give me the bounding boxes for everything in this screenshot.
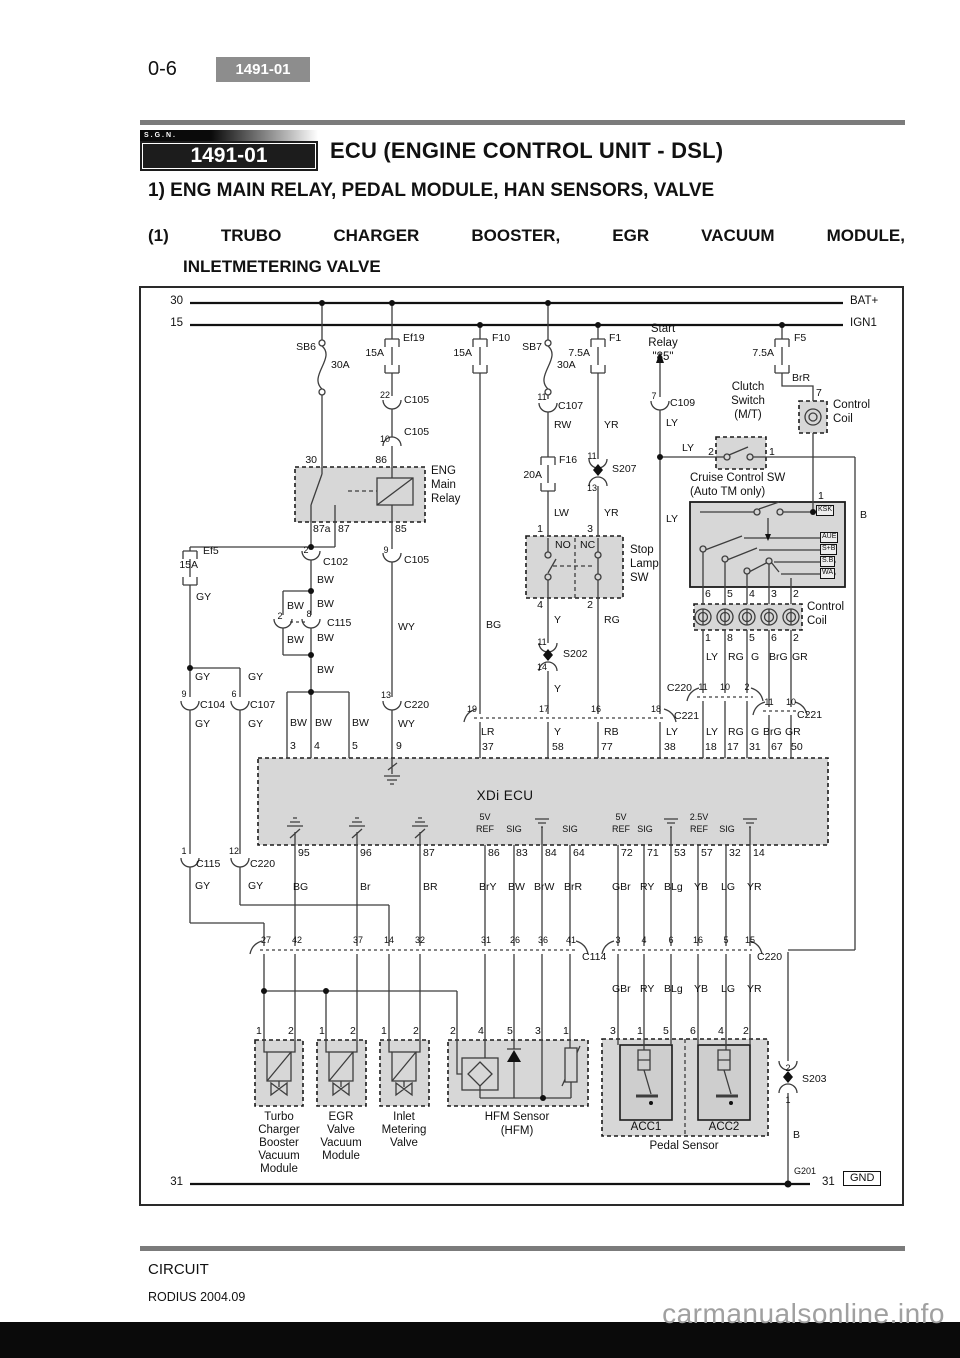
diagram-label: BW xyxy=(317,574,334,586)
acc1-label: ACC1 xyxy=(630,1121,662,1133)
diagram-label: 18 xyxy=(705,741,717,753)
diagram-label: 1 xyxy=(563,1025,569,1037)
diagram-label: BW xyxy=(317,632,334,644)
diagram-label: 14 xyxy=(753,847,765,859)
diagram-label: C107 xyxy=(558,400,584,412)
diagram-label: BG xyxy=(486,619,502,631)
diagram-label: LY xyxy=(682,442,695,454)
diagram-label: 53 xyxy=(674,847,686,859)
heading-2-line2: INLETMETERING VALVE xyxy=(183,257,381,276)
diagram-label: 2 xyxy=(708,446,714,458)
diagram-label: C220 xyxy=(666,682,692,694)
diagram-label: Vacuum xyxy=(258,1150,300,1162)
diagram-label: REF xyxy=(690,824,708,834)
diagram-label: 15A xyxy=(365,347,384,359)
diagram-label: GBr xyxy=(612,983,631,995)
diagram-label: 38 xyxy=(664,741,676,753)
diagram-label: 86 xyxy=(375,454,387,466)
diagram-label: SW xyxy=(630,572,649,584)
bus-30-label: 30 xyxy=(170,295,183,307)
diagram-label: F5 xyxy=(794,332,807,344)
diagram-label: 12 xyxy=(228,846,240,856)
heading-2-line1: (1) TRUBO CHARGER BOOSTER, EGR VACUUM MODULE, xyxy=(148,226,905,245)
diagram-label: 3 xyxy=(290,740,296,752)
diagram-label: LW xyxy=(554,507,569,519)
stop-lamp-sw-label: Stop xyxy=(630,544,654,556)
diagram-label: SB6 xyxy=(296,341,316,353)
diagram-label: Charger xyxy=(258,1124,300,1136)
diagram-label: BG xyxy=(293,881,309,893)
diagram-label: C115 xyxy=(196,858,221,870)
diagram-label: GY xyxy=(195,718,211,730)
diagram-label: Valve xyxy=(390,1137,418,1149)
diagram-label: 1 xyxy=(319,1025,325,1037)
diagram-label: 10 xyxy=(379,434,391,444)
bus-15-label: 15 xyxy=(170,317,183,329)
control-coil-label: Control xyxy=(807,601,845,613)
diagram-label: RG xyxy=(728,726,744,738)
diagram-label: GY xyxy=(195,671,211,683)
aue-tag: AUE xyxy=(820,532,838,543)
diagram-label: 5V xyxy=(615,812,627,822)
diagram-label: 16 xyxy=(692,935,704,945)
diagram-label: RB xyxy=(604,726,619,738)
diagram-label: 3 xyxy=(771,588,777,600)
diagram-label: 7.5A xyxy=(752,347,774,359)
diagram-label: 3 xyxy=(587,523,593,535)
diagram-label: 36 xyxy=(537,935,549,945)
diagram-label: Br xyxy=(360,881,371,893)
diagram-label: GBr xyxy=(612,881,631,893)
diagram-label: 9 xyxy=(181,689,187,699)
diagram-label: BrY xyxy=(479,881,497,893)
diagram-label: 2 xyxy=(744,682,750,692)
diagram-label: 11 xyxy=(537,392,547,402)
heading-1: 1) ENG MAIN RELAY, PEDAL MODULE, HAN SENSORS, VALVE xyxy=(148,180,715,201)
bat-plus-label: BAT+ xyxy=(850,295,879,307)
diagram-label: G xyxy=(751,726,760,738)
diagram-label: GY xyxy=(195,880,211,892)
diagram-label: Valve xyxy=(327,1124,355,1136)
footer-model: RODIUS 2004.09 xyxy=(148,1290,246,1304)
diagram-label: NC xyxy=(580,539,596,551)
diagram-label: Ef5 xyxy=(203,545,219,557)
diagram-label: C109 xyxy=(670,397,696,409)
diagram-label: GY xyxy=(248,671,264,683)
diagram-label: 87 xyxy=(423,847,435,859)
diagram-label: GR xyxy=(792,651,808,663)
hfm-sensor-label: HFM Sensor xyxy=(484,1111,550,1123)
diagram-label: 5 xyxy=(749,632,755,644)
diagram-label: 4 xyxy=(537,599,543,611)
diagram-label: 27 xyxy=(260,935,272,945)
diagram-label: 4 xyxy=(718,1025,724,1037)
diagram-label: B xyxy=(793,1129,801,1141)
splice-s203-label: S203 xyxy=(802,1073,827,1085)
footer-rule xyxy=(140,1246,905,1251)
diagram-label: 3 xyxy=(615,935,621,945)
diagram-label: 2 xyxy=(288,1025,294,1037)
diagram-label: 72 xyxy=(621,847,633,859)
acc2-label: ACC2 xyxy=(708,1121,740,1133)
diagram-label: 3 xyxy=(610,1025,616,1037)
diagram-label: Coil xyxy=(807,615,827,627)
diagram-label: BrG xyxy=(763,726,782,738)
diagram-label: Metering xyxy=(381,1124,427,1136)
diagram-label: LY xyxy=(706,651,719,663)
diagram-label: GR xyxy=(785,726,801,738)
diagram-label: F16 xyxy=(559,454,578,466)
diagram-label: 64 xyxy=(573,847,585,859)
diagram-label: YR xyxy=(747,881,762,893)
diagram-label: 5 xyxy=(727,588,733,600)
diagram-label: F10 xyxy=(492,332,511,344)
diagram-label: Y xyxy=(554,726,562,738)
cruise-control-sw-label: Cruise Control SW xyxy=(690,472,786,484)
diagram-label: 87a xyxy=(313,523,331,535)
diagram-label: REF xyxy=(476,824,494,834)
diagram-label: BLg xyxy=(664,983,683,995)
diagram-label: 1 xyxy=(785,1095,791,1105)
section-code-badge: 1491-01 xyxy=(216,57,310,82)
wa-tag: WA xyxy=(820,568,835,579)
connector-c114-label: C114 xyxy=(582,951,607,963)
diagram-label: 2 xyxy=(793,588,799,600)
diagram-label: Module xyxy=(322,1150,360,1162)
diagram-label: LG xyxy=(721,881,736,893)
diagram-label: 17 xyxy=(538,704,550,714)
egr-module-label: EGR xyxy=(328,1111,354,1123)
diagram-label: 2 xyxy=(413,1025,419,1037)
control-coil-top-label: Control xyxy=(833,399,871,411)
diagram-label: 37 xyxy=(352,935,364,945)
diagram-label: 7 xyxy=(651,391,657,401)
diagram-label: BW xyxy=(287,600,304,612)
ksk-tag: KSK xyxy=(816,505,834,516)
diagram-label: 32 xyxy=(729,847,741,859)
diagram-label: 1 xyxy=(705,632,711,644)
diagram-label: YR xyxy=(747,983,762,995)
diagram-label: 3 xyxy=(535,1025,541,1037)
footer-section: CIRCUIT xyxy=(148,1261,209,1278)
diagram-label: C220 xyxy=(250,858,276,870)
diagram-label: 83 xyxy=(516,847,528,859)
diagram-label: 4 xyxy=(314,740,320,752)
diagram-label: 2 xyxy=(450,1025,456,1037)
diagram-label: BrG xyxy=(769,651,788,663)
diagram-label: 85 xyxy=(395,523,407,535)
diagram-label: 8 xyxy=(727,632,733,644)
diagram-label: 37 xyxy=(482,741,494,753)
diagram-label: 2 xyxy=(785,1063,791,1073)
diagram-label: 6 xyxy=(705,588,711,600)
diagram-label: LY xyxy=(706,726,719,738)
diagram-label: 96 xyxy=(360,847,372,859)
diagram-label: 22 xyxy=(379,390,391,400)
diagram-label: Switch xyxy=(731,395,765,407)
diagram-label: BW xyxy=(287,634,304,646)
diagram-label: LY xyxy=(666,417,679,429)
diagram-label: YR xyxy=(604,507,619,519)
diagram-label: NO xyxy=(555,539,571,551)
diagram-label: 4 xyxy=(478,1025,484,1037)
diagram-label: "85" xyxy=(652,351,674,363)
diagram-label: 30 xyxy=(305,454,317,466)
diagram-label: 42 xyxy=(291,935,303,945)
diagram-label: 84 xyxy=(545,847,557,859)
inlet-valve-label: Inlet xyxy=(393,1111,415,1123)
diagram-label: BW xyxy=(508,881,525,893)
diagram-label: SB7 xyxy=(522,341,542,353)
diagram-label: REF xyxy=(612,824,630,834)
diagram-label: Y xyxy=(554,614,562,626)
diagram-label: SIG xyxy=(637,824,653,834)
diagram-label: 1 xyxy=(637,1025,643,1037)
diagram-label: BLg xyxy=(664,881,683,893)
diagram-label: RY xyxy=(640,983,655,995)
diagram-label: 71 xyxy=(647,847,659,859)
diagram-label: 77 xyxy=(601,741,613,753)
diagram-label: C105 xyxy=(404,554,430,566)
diagram-label: 9 xyxy=(383,545,389,555)
diagram-label: C104 xyxy=(200,699,226,711)
diagram-label: (Auto TM only) xyxy=(690,486,766,498)
diagram-label: BW xyxy=(315,717,332,729)
diagram-label: C221 xyxy=(674,710,700,722)
diagram-label: 5 xyxy=(352,740,358,752)
diagram-label: 95 xyxy=(298,847,310,859)
xdi-ecu-label: XDi ECU xyxy=(476,788,534,803)
diagram-label: G xyxy=(751,651,760,663)
diagram-label: C221 xyxy=(797,709,823,721)
connector-c220-label: C220 xyxy=(757,951,783,963)
diagram-label: C107 xyxy=(250,699,276,711)
diagram-label: 10 xyxy=(785,697,797,707)
diagram-label: 15A xyxy=(453,347,472,359)
diagram-label: GY xyxy=(248,718,264,730)
diagram-label: 67 xyxy=(771,741,783,753)
diagram-label: Relay xyxy=(648,337,678,349)
diagram-label: 5 xyxy=(663,1025,669,1037)
diagram-label: 31 xyxy=(822,1176,835,1188)
diagram-label: 41 xyxy=(565,935,577,945)
diagram-label: YR xyxy=(604,419,619,431)
diagram-label: 5 xyxy=(507,1025,513,1037)
diagram-label: Lamp xyxy=(630,558,659,570)
diagram-label: 1 xyxy=(769,446,775,458)
diagram-label: RY xyxy=(640,881,655,893)
ground-g201-label: G201 xyxy=(794,1166,817,1176)
s-b-tag: S.B xyxy=(820,556,835,567)
diagram-label: 57 xyxy=(701,847,713,859)
diagram-label: 9 xyxy=(396,740,402,752)
diagram-label: 15A xyxy=(179,559,198,571)
watermark: carmanualsonline.info xyxy=(662,1298,945,1329)
diagram-label: 11 xyxy=(537,637,547,647)
diagram-label: LR xyxy=(481,726,495,738)
diagram-label: YB xyxy=(694,983,709,995)
diagram-label: 86 xyxy=(488,847,500,859)
diagram-label: SIG xyxy=(719,824,735,834)
diagram-label: 7.5A xyxy=(568,347,590,359)
diagram-label: 16 xyxy=(590,704,602,714)
diagram-label: 10 xyxy=(719,682,731,692)
ign1-label: IGN1 xyxy=(850,317,877,329)
start-relay-label: Start xyxy=(650,323,676,335)
diagram-label: B xyxy=(860,509,868,521)
page-number: 0-6 xyxy=(148,58,177,80)
diagram-label: C220 xyxy=(404,699,430,711)
diagram-label: 31 xyxy=(749,741,761,753)
diagram-label: Booster xyxy=(259,1137,299,1149)
gnd-badge: GND xyxy=(843,1171,881,1186)
diagram-label: 1 xyxy=(181,846,187,856)
diagram-label: 6 xyxy=(231,689,237,699)
diagram-label: 6 xyxy=(771,632,777,644)
diagram-label: 6 xyxy=(668,935,674,945)
diagram-label: BrR xyxy=(792,372,811,384)
diagram-label: 18 xyxy=(650,704,662,714)
diagram-label: BW xyxy=(317,598,334,610)
diagram-label: 11 xyxy=(698,682,708,692)
diagram-label: 8 xyxy=(306,609,312,619)
diagram-label: 13 xyxy=(586,483,598,493)
diagram-label: BR xyxy=(423,881,438,893)
diagram-label: Coil xyxy=(833,413,853,425)
diagram-label: BW xyxy=(290,717,307,729)
diagram-label: 17 xyxy=(727,741,739,753)
pedal-sensor-label: Pedal Sensor xyxy=(649,1140,719,1152)
diagram-label: LY xyxy=(666,513,679,525)
sgn-label: S.G.N. xyxy=(140,130,318,141)
diagram-label: Y xyxy=(554,683,562,695)
diagram-label: F1 xyxy=(609,332,622,344)
diagram-label: RG xyxy=(728,651,744,663)
diagram-label: 58 xyxy=(552,741,564,753)
diagram-label: YB xyxy=(694,881,709,893)
diagram-label: 15 xyxy=(744,935,756,945)
diagram-label: 13 xyxy=(380,690,392,700)
diagram-label: SIG xyxy=(506,824,522,834)
diagram-label: 2 xyxy=(587,599,593,611)
diagram-label: 5V xyxy=(479,812,491,822)
page-title: ECU (ENGINE CONTROL UNIT - DSL) xyxy=(330,138,724,163)
diagram-label: BrR xyxy=(564,881,583,893)
diagram-label: 4 xyxy=(641,935,647,945)
splice-s207-label: S207 xyxy=(612,463,637,475)
diagram-label: (M/T) xyxy=(734,409,762,421)
diagram-label: 1 xyxy=(256,1025,262,1037)
diagram-label: RW xyxy=(554,419,572,431)
diagram-label: 14 xyxy=(383,935,395,945)
diagram-label: 6 xyxy=(690,1025,696,1037)
diagram-label: 2 xyxy=(793,632,799,644)
diagram-label: Vacuum xyxy=(320,1137,362,1149)
diagram-label: WY xyxy=(398,621,415,633)
diagram-label: 87 xyxy=(338,523,350,535)
diagram-label: 1 xyxy=(818,490,824,502)
diagram-label: 7 xyxy=(816,387,822,399)
diagram-label: 20A xyxy=(523,469,542,481)
diagram-label: 2 xyxy=(743,1025,749,1037)
diagram-label: GY xyxy=(196,591,212,603)
diagram-label: WY xyxy=(398,718,415,730)
diagram-label: 2 xyxy=(303,545,309,555)
clutch-switch-label: Clutch xyxy=(731,381,765,393)
diagram-label: 2 xyxy=(277,611,283,621)
diagram-label: C115 xyxy=(327,617,352,629)
diagram-label: BrW xyxy=(534,881,555,893)
turbo-module-label: Turbo xyxy=(264,1111,294,1123)
diagram-label: (HFM) xyxy=(500,1125,534,1137)
diagram-label: Ef19 xyxy=(403,332,425,344)
diagram-label: 2.5V xyxy=(689,812,709,822)
diagram-label: Module xyxy=(260,1163,298,1175)
diagram-label: 26 xyxy=(509,935,521,945)
diagram-label: 2 xyxy=(350,1025,356,1037)
diagram-label: C105 xyxy=(404,426,430,438)
diagram-label: 11 xyxy=(764,697,774,707)
diagram-label: 30A xyxy=(331,359,350,371)
diagram-label: SIG xyxy=(562,824,578,834)
title-code: 1491-01 xyxy=(140,141,318,171)
diagram-label: 50 xyxy=(791,741,803,753)
diagram-label: 5 xyxy=(723,935,729,945)
diagram-label: RG xyxy=(604,614,620,626)
eng-main-relay-label: ENG xyxy=(431,465,456,477)
diagram-label: C105 xyxy=(404,394,430,406)
diagram-label: 1 xyxy=(537,523,543,535)
diagram-label: 32 xyxy=(414,935,426,945)
diagram-label: BW xyxy=(352,717,369,729)
diagram-label: C102 xyxy=(323,556,349,568)
s-plus-b-tag: S+B xyxy=(820,544,837,555)
diagram-label: GY xyxy=(248,880,264,892)
diagram-label: 1 xyxy=(381,1025,387,1037)
diagram-label: Relay xyxy=(431,493,461,505)
diagram-label: 31 xyxy=(480,935,492,945)
diagram-label: LY xyxy=(666,726,679,738)
bus-31-label: 31 xyxy=(170,1176,183,1188)
diagram-label: 19 xyxy=(466,704,478,714)
diagram-label: 11 xyxy=(587,451,597,461)
diagram-label: 14 xyxy=(536,662,548,672)
diagram-label: LG xyxy=(721,983,736,995)
diagram-label: Main xyxy=(431,479,456,491)
diagram-label: BW xyxy=(317,664,334,676)
diagram-label: 4 xyxy=(749,588,755,600)
diagram-label: 30A xyxy=(557,359,576,371)
splice-s202-label: S202 xyxy=(563,648,588,660)
